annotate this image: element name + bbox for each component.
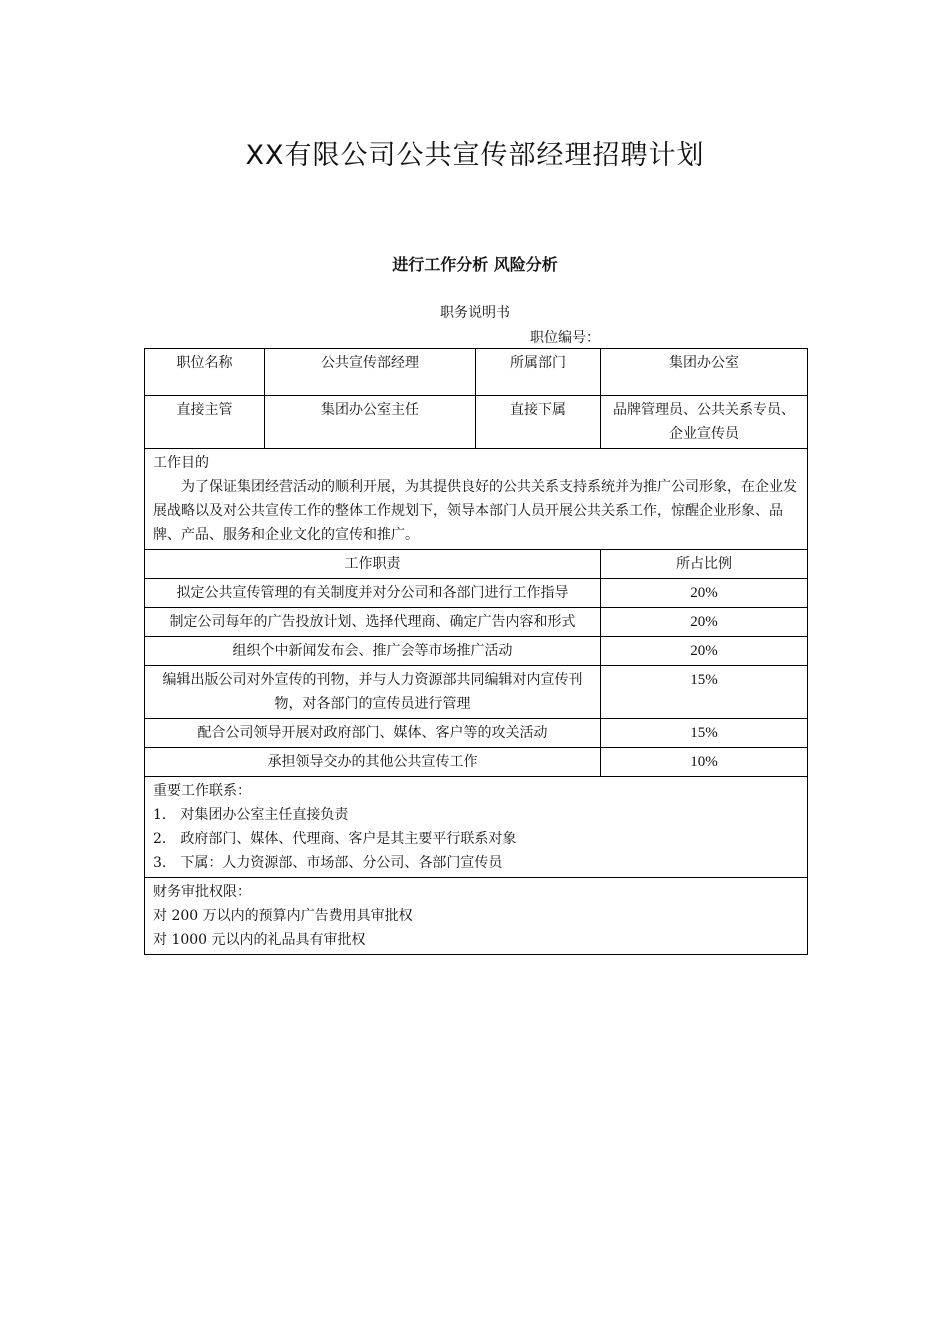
duty-share: 10% bbox=[601, 748, 808, 777]
subordinates-label: 直接下属 bbox=[476, 396, 601, 449]
relations-item: 3． 下属：人力资源部、市场部、分公司、各部门宣传员 bbox=[153, 855, 503, 871]
duty-column-header: 工作职责 bbox=[145, 550, 601, 579]
table-row bbox=[145, 608, 808, 637]
position-name-label: 职位名称 bbox=[145, 349, 265, 396]
purpose-cell bbox=[145, 449, 808, 550]
department-value: 集团办公室 bbox=[601, 349, 808, 396]
duty-text: 组织个中新闻发布会、推广会等市场推广活动 bbox=[145, 637, 601, 666]
duty-text: 拟定公共宣传管理的有关制度并对分公司和各部门进行工作指导 bbox=[145, 579, 601, 608]
job-description-table bbox=[144, 348, 808, 955]
position-name-value: 公共宣传部经理 bbox=[265, 349, 476, 396]
subordinates-value: 品牌管理员、公共关系专员、企业宣传员 bbox=[601, 396, 808, 449]
duty-share: 20% bbox=[601, 608, 808, 637]
duty-share: 15% bbox=[601, 666, 808, 719]
duty-text: 制定公司每年的广告投放计划、选择代理商、确定广告内容和形式 bbox=[145, 608, 601, 637]
supervisor-value: 集团办公室主任 bbox=[265, 396, 476, 449]
finance-label: 财务审批权限： bbox=[153, 884, 251, 900]
duty-text: 编辑出版公司对外宣传的刊物，并与人力资源部共同编辑对内宣传刊物，对各部门的宣传员进行管理 bbox=[145, 666, 601, 719]
section-subtitle: 进行工作分析 风险分析 bbox=[392, 255, 558, 274]
relations-item: 1． 对集团办公室主任直接负责 bbox=[153, 807, 349, 823]
duty-share: 15% bbox=[601, 719, 808, 748]
finance-item: 对 200 万以内的预算内广告费用具审批权 bbox=[153, 908, 413, 924]
purpose-text: 为了保证集团经营活动的顺利开展，为其提供良好的公共关系支持系统并为推广公司形象，在企业发展战略以及对公共宣传工作的整体工作规划下，领导本部门人员开展公共关系工作，惊醒企业形象、品牌、产品、服务和企业文化的宣传和推广。 bbox=[153, 479, 797, 543]
table-row bbox=[145, 550, 808, 579]
share-column-header: 所占比例 bbox=[601, 550, 808, 579]
duty-share: 20% bbox=[601, 637, 808, 666]
position-code-label: 职位编号： bbox=[530, 330, 600, 346]
table-row bbox=[145, 579, 808, 608]
table-row bbox=[145, 637, 808, 666]
table-row bbox=[145, 777, 808, 878]
table-row bbox=[145, 449, 808, 550]
table-row bbox=[145, 878, 808, 955]
finance-cell bbox=[145, 878, 808, 955]
purpose-label: 工作目的 bbox=[153, 455, 209, 471]
duty-share: 20% bbox=[601, 579, 808, 608]
duty-text: 承担领导交办的其他公共宣传工作 bbox=[145, 748, 601, 777]
supervisor-label: 直接主管 bbox=[145, 396, 265, 449]
relations-cell bbox=[145, 777, 808, 878]
document-name: 职务说明书 bbox=[440, 305, 510, 321]
page-title: XX有限公司公共宣传部经理招聘计划 bbox=[245, 140, 705, 171]
duty-text: 配合公司领导开展对政府部门、媒体、客户等的攻关活动 bbox=[145, 719, 601, 748]
relations-label: 重要工作联系： bbox=[153, 783, 251, 799]
table-row bbox=[145, 396, 808, 449]
finance-item: 对 1000 元以内的礼品具有审批权 bbox=[153, 932, 366, 948]
department-label: 所属部门 bbox=[476, 349, 601, 396]
table-row bbox=[145, 719, 808, 748]
relations-item: 2． 政府部门、媒体、代理商、客户是其主要平行联系对象 bbox=[153, 831, 517, 847]
table-row bbox=[145, 748, 808, 777]
table-row bbox=[145, 349, 808, 396]
table-row bbox=[145, 666, 808, 719]
